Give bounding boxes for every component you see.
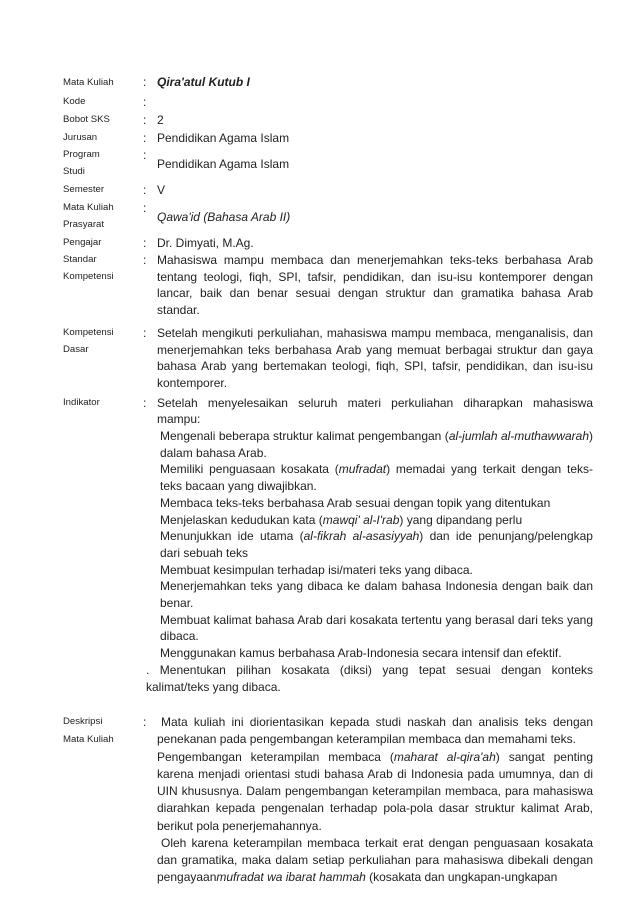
- value-program-studi: Pendidikan Agama Islam: [157, 157, 290, 171]
- deskripsi-paragraph: Oleh karena keterampilan membaca terkait erat dengan penguasaan kosakata dan gramatika, maka dalam setiap perkuliahan para mahasiswa dibekali dengan pengayaanmufradat wa ibarat hammah (kosakata dan ungkapan-ungkapan: [157, 835, 593, 885]
- colon: :: [143, 75, 147, 89]
- colon: :: [143, 131, 147, 145]
- row-prasyarat: [63, 199, 593, 234]
- indikator-item: Membuat kesimpulan terhadap isi/materi teks yang dibaca.: [160, 562, 473, 577]
- value-pengajar: Dr. Dimyati, M.Ag.: [157, 236, 254, 250]
- colon: :: [143, 395, 147, 410]
- label-pengajar: Pengajar: [63, 237, 102, 248]
- value-prasyarat: Qawa'id (Bahasa Arab II): [157, 210, 291, 224]
- row-bobot-sks: [63, 111, 593, 129]
- deskripsi-paragraph: Mata kuliah ini diorientasikan kepada studi naskah dan analisis teks dengan penekanan pada pengembangan keterampilan membaca dan memahami teks.: [157, 715, 593, 747]
- value-semester: V: [157, 183, 166, 197]
- value-jurusan: Pendidikan Agama Islam: [157, 131, 290, 145]
- label-semester: Semester: [63, 184, 105, 195]
- label-indikator: Indikator: [63, 396, 100, 408]
- colon: :: [143, 183, 147, 197]
- row-standar-kompetensi: [63, 251, 593, 319]
- label-kompetensi: Kompetensi: [63, 326, 114, 338]
- row-pengajar: [63, 234, 593, 251]
- indikator-intro: Setelah menyelesaikan seluruh materi perkuliahan diharapkan mahasiswa mampu:: [157, 395, 593, 427]
- label-mata-kuliah-deskripsi: Mata Kuliah: [63, 734, 114, 746]
- label-standar: Standar: [63, 254, 97, 265]
- indikator-item: Menerjemahkan teks yang dibaca ke dalam bahasa Indonesia dengan baik dan benar.: [160, 579, 593, 611]
- indikator-item: Mengenali beberapa struktur kalimat pengembangan (al-jumlah al-muthawwarah) dalam bahasa Arab.: [160, 429, 593, 460]
- label-program: Program: [63, 149, 100, 160]
- label-bobot-sks: Bobot SKS: [63, 114, 110, 125]
- label-deskripsi: Deskripsi: [63, 716, 103, 728]
- indikator-item: . Menentukan pilihan kosakata (diksi) yang tepat sesuai dengan konteks kalimat/teks yang dibaca.: [146, 662, 593, 694]
- indikator-item: Menggunakan kamus berbahasa Arab-Indonesia secara intensif dan efektif.: [160, 646, 562, 661]
- colon: :: [143, 715, 147, 730]
- colon: :: [143, 148, 147, 162]
- row-semester: [63, 181, 593, 199]
- indikator-item: Membaca teks-teks berbahasa Arab sesuai dengan topik yang ditentukan: [160, 495, 551, 510]
- colon: :: [143, 236, 147, 250]
- indikator-item: Menjelaskan kedudukan kata (mawqi' al-I'rab) yang dipandang perlu: [160, 512, 523, 527]
- value-standar-kompetensi: Mahasiswa mampu membaca dan menerjemahkan teks-teks berbahasa Arab tentang teologi, fiqh, SPI, tafsir, pendidikan, dan isu-isu kontemporer dengan lancar, baik dan benar sesuai dengan struktur dan gramatika bahasa Arab standar.: [157, 253, 593, 318]
- indikator-item: Menunjukkan ide utama (al-fikrah al-asasiyyah) dan ide penunjang/pelengkap dari sebuah teks: [160, 529, 593, 560]
- indikator-list: [146, 394, 594, 696]
- row-deskripsi: [63, 713, 593, 886]
- label-kode: Kode: [63, 96, 86, 107]
- label-studi: Studi: [63, 166, 85, 177]
- colon: :: [143, 201, 147, 215]
- label-jurusan: Jurusan: [63, 132, 98, 143]
- row-jurusan: [63, 129, 593, 147]
- value-deskripsi: [157, 713, 593, 886]
- row-indikator: [63, 394, 593, 696]
- row-mata-kuliah: [63, 72, 593, 93]
- colon: :: [143, 95, 147, 109]
- colon: :: [143, 113, 147, 127]
- deskripsi-paragraph: Pengembangan keterampilan membaca (maharat al-qira'ah) sangat penting karena menjadi orientasi studi bahasa Arab di Indonesia pada umumnya, dan di UIN khususnya. Dalam pengembangan keterampilan membaca, para mahasiswa diarahkan kepada pengenalan terhadap pola-pola dasar struktur kalimat Arab, berikut pola penerjemahannya.: [157, 749, 593, 833]
- syllabus-page: [63, 72, 593, 886]
- indikator-item: Memiliki penguasaan kosakata (mufradat) memadai yang terkait dengan teks-teks bacaan yang diwajibkan.: [160, 462, 594, 494]
- colon: :: [143, 253, 147, 267]
- label-mata-kuliah: Mata Kuliah: [63, 77, 114, 88]
- row-kompetensi-dasar: [63, 324, 593, 392]
- value-bobot-sks: 2: [157, 113, 164, 127]
- colon: :: [143, 325, 147, 340]
- label-prasyarat: Prasyarat: [63, 219, 105, 230]
- label-mata-kuliah-prasyarat: Mata Kuliah: [63, 202, 114, 213]
- value-kompetensi-dasar: Setelah mengikuti perkuliahan, mahasiswa mampu membaca, menganalisis, dan menerjemahkan teks berbahasa Arab yang memuat berbagai struktur dan gaya bahasa Arab yang bertemakan teologi, fiqh, SPI, tafsir, pendidikan, dan isu-isu kontemporer.: [157, 325, 593, 390]
- label-kompetensi: Kompetensi: [63, 271, 114, 282]
- row-program-studi: [63, 147, 593, 181]
- value-mata-kuliah: Qira'atul Kutub I: [157, 75, 250, 89]
- label-dasar: Dasar: [63, 343, 89, 355]
- row-kode: [63, 93, 593, 111]
- indikator-item: Membuat kalimat bahasa Arab dari kosakata tertentu yang berasal dari teks yang dibaca.: [160, 612, 593, 644]
